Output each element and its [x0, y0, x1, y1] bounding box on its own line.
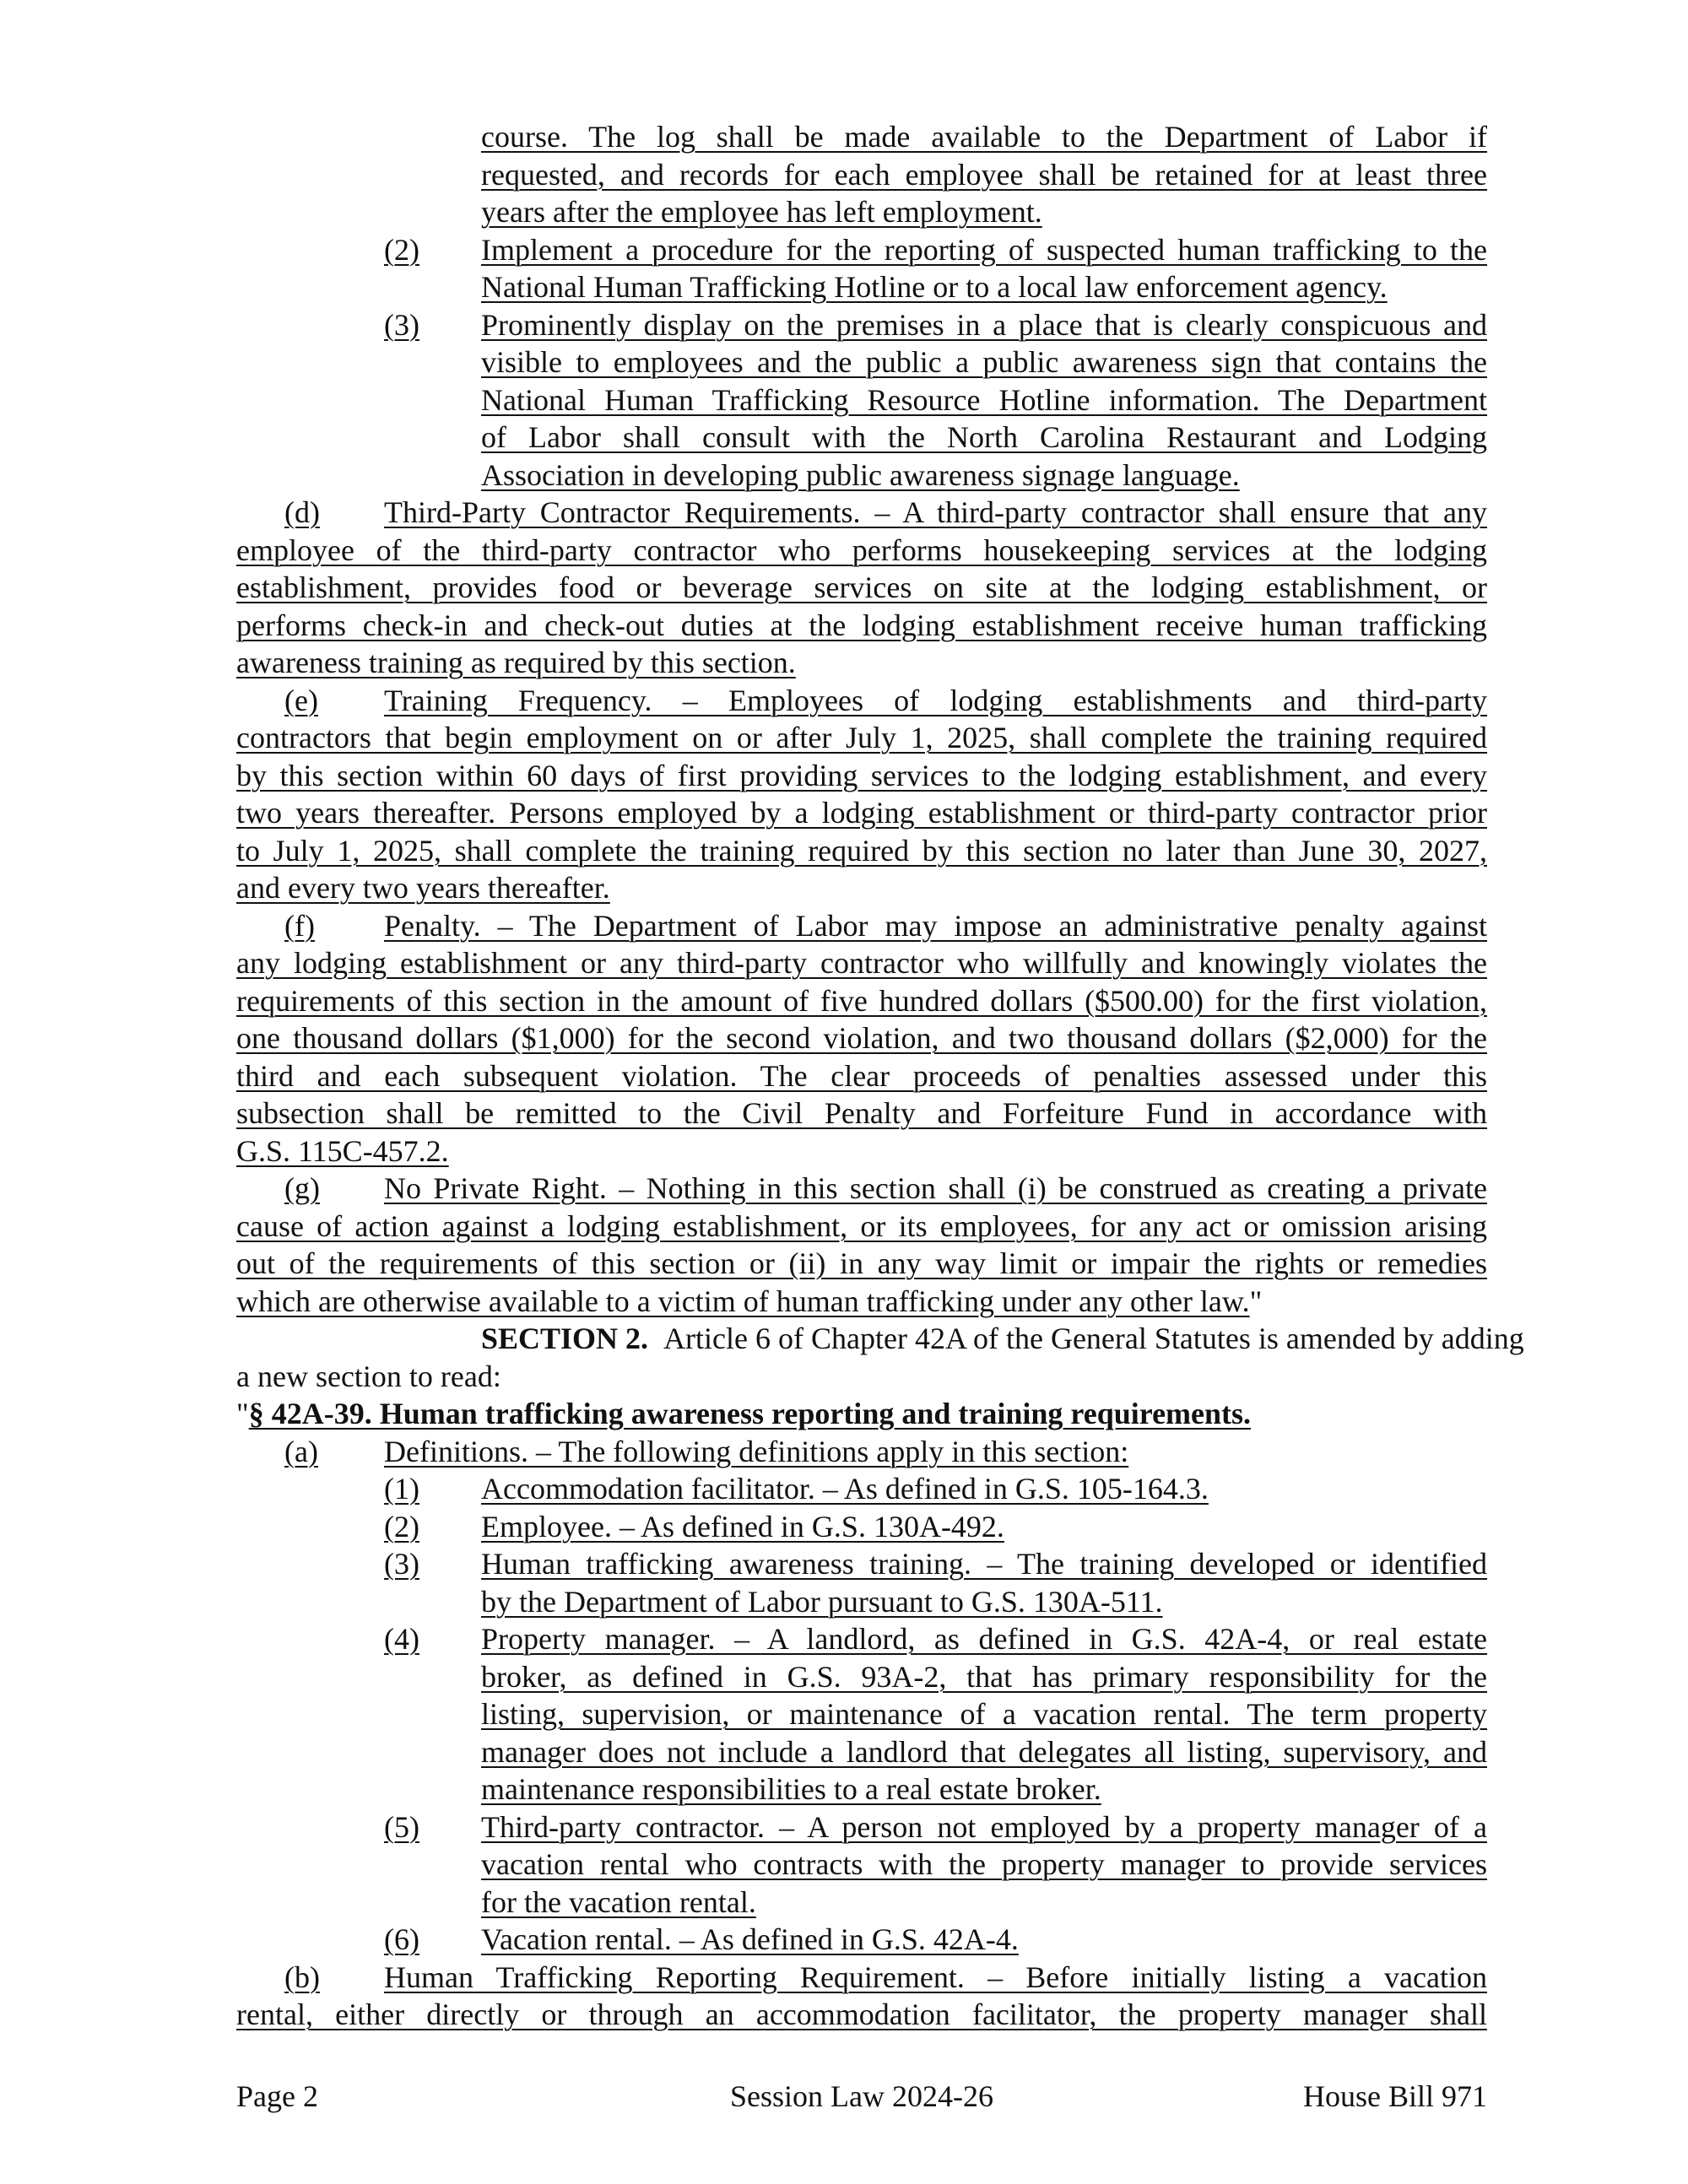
definition-item-2 [236, 1508, 1487, 1546]
text-line: Vacation rental. – As defined in G.S. 42A-4. [481, 1922, 1019, 1956]
item-number: (3) [384, 1547, 419, 1581]
text-line: Implement a procedure for the reporting of suspected human trafficking to the [481, 232, 1487, 267]
page-footer [236, 2078, 1487, 2118]
footer-bill-number: House Bill 971 [1302, 2079, 1487, 2113]
item-number: (6) [384, 1922, 419, 1956]
item-number: (4) [384, 1622, 419, 1656]
text-line [236, 1320, 1524, 1358]
subsection-number: (a) [284, 1434, 318, 1468]
footer-session-law: Session Law 2024-26 [730, 2079, 993, 2113]
text-line: a new section to read: [236, 1359, 501, 1393]
text-line: one thousand dollars ($1,000) for the second violation, and two thousand dollars ($2,000) for the [236, 1021, 1487, 1055]
text-line: Third-Party Contractor Requirements. – A third-party contractor shall ensure that any [384, 495, 1487, 529]
text-line: Training Frequency. – Employees of lodging establishments and third-party [384, 683, 1487, 717]
text-line: Human Trafficking Reporting Requirement. – Before initially listing a vacation [384, 1960, 1487, 1994]
closing-quote: " [1249, 1284, 1263, 1318]
subsection-d [236, 494, 1487, 682]
heading-text: § 42A-39. Human trafficking awareness reporting and training requirements. [248, 1397, 1252, 1430]
text-line: G.S. 115C-457.2. [236, 1133, 449, 1168]
text-line: manager does not include a landlord that delegates all listing, supervisory, and [481, 1734, 1487, 1769]
subsection-b [236, 1959, 1487, 2034]
text-line: visible to employees and the public a public awareness sign that contains the [481, 345, 1487, 379]
text-line: Definitions. – The following definitions apply in this section: [384, 1434, 1129, 1468]
subsection-number: (e) [284, 683, 318, 717]
definition-item-4 [236, 1620, 1487, 1808]
item-c1-continuation [236, 118, 1487, 231]
text-line: vacation rental who contracts with the property manager to provide services [481, 1847, 1487, 1881]
item-number: (3) [384, 307, 419, 342]
item-number: (2) [384, 1509, 419, 1543]
subsection-a [236, 1433, 1487, 1471]
text-line: cause of action against a lodging establishment, or its employees, for any act or omission arising [236, 1208, 1487, 1243]
text-line: Property manager. – A landlord, as defined in G.S. 42A-4, or real estate [481, 1622, 1487, 1656]
text-line: employee of the third-party contractor who performs housekeeping services at the lodging [236, 532, 1487, 567]
text-line: Association in developing public awareness signage language. [481, 457, 1240, 492]
text-span: which are otherwise available to a victim of human trafficking under any other law. [236, 1284, 1250, 1318]
text-line: of Labor shall consult with the North Carolina Restaurant and Lodging [481, 420, 1487, 454]
text-line: by the Department of Labor pursuant to G.S. 130A-511. [481, 1584, 1163, 1619]
text-line: performs check-in and check-out duties at the lodging establishment receive human trafficking [236, 608, 1487, 642]
text-line [236, 1283, 1487, 1321]
new-section-heading [236, 1395, 1487, 1433]
item-number: (5) [384, 1809, 419, 1844]
text-line: by this section within 60 days of first providing services to the lodging establishment, and every [236, 758, 1487, 792]
footer-page-number: Page 2 [236, 2079, 318, 2113]
item-c2 [236, 231, 1487, 306]
text-line: Accommodation facilitator. – As defined in G.S. 105-164.3. [481, 1472, 1209, 1506]
text-line: Prominently display on the premises in a place that is clearly conspicuous and [481, 307, 1487, 342]
text-line: Employee. – As defined in G.S. 130A-492. [481, 1509, 1004, 1543]
text-line: for the vacation rental. [481, 1884, 756, 1919]
section-text: Article 6 of Chapter 42A of the General Statutes is amended by adding [663, 1322, 1524, 1355]
item-c3 [236, 306, 1487, 495]
section-2 [236, 1320, 1524, 1395]
text-line: No Private Right. – Nothing in this section shall (i) be construed as creating a private [384, 1171, 1487, 1205]
text-line: and every two years thereafter. [236, 871, 610, 905]
text-line: Penalty. – The Department of Labor may impose an administrative penalty against [384, 908, 1487, 943]
text-line: establishment, provides food or beverage services on site at the lodging establishment, or [236, 570, 1487, 604]
subsection-number: (d) [284, 495, 320, 529]
text-line: maintenance responsibilities to a real estate broker. [481, 1772, 1101, 1806]
text-line: requested, and records for each employee shall be retained for at least three [481, 157, 1487, 192]
text-line: any lodging establishment or any third-party contractor who willfully and knowingly violates the [236, 946, 1487, 980]
text-line: contractors that begin employment on or after July 1, 2025, shall complete the training required [236, 721, 1487, 754]
text-line: to July 1, 2025, shall complete the training required by this section no later than June 30, 2027, [236, 833, 1487, 868]
document-body [236, 118, 1524, 2034]
subsection-g [236, 1170, 1487, 1320]
text-line: Human trafficking awareness training. – The training developed or identified [481, 1547, 1487, 1581]
definition-item-5 [236, 1808, 1487, 1922]
text-line: National Human Trafficking Hotline or to a local law enforcement agency. [481, 270, 1388, 304]
text-line: listing, supervision, or maintenance of a vacation rental. The term property [481, 1697, 1487, 1731]
subsection-number: (f) [284, 908, 315, 943]
opening-quote: " [236, 1397, 249, 1430]
text-line: awareness training as required by this section. [236, 646, 796, 679]
item-number: (1) [384, 1472, 419, 1506]
text-line: rental, either directly or through an accommodation facilitator, the property manager shall [236, 1997, 1487, 2031]
text-line: subsection shall be remitted to the Civil Penalty and Forfeiture Fund in accordance with [236, 1096, 1487, 1130]
subsection-number: (g) [284, 1171, 320, 1205]
item-number: (2) [384, 232, 419, 267]
text-line: course. The log shall be made available to the Department of Labor if [481, 120, 1487, 154]
subsection-e [236, 682, 1487, 907]
subsection-f [236, 907, 1487, 1170]
text-line: National Human Trafficking Resource Hotline information. The Department [481, 382, 1487, 417]
subsection-number: (b) [284, 1960, 320, 1994]
text-line: requirements of this section in the amount of five hundred dollars ($500.00) for the first violation, [236, 983, 1487, 1018]
definition-item-3 [236, 1545, 1487, 1620]
definition-item-6 [236, 1921, 1487, 1959]
section-label: SECTION 2. [481, 1322, 649, 1355]
text-line: years after the employee has left employment. [481, 195, 1042, 229]
text-line: third and each subsequent violation. The clear proceeds of penalties assessed under this [236, 1058, 1487, 1093]
text-line: two years thereafter. Persons employed by a lodging establishment or third-party contractor prior [236, 796, 1487, 830]
text-line: Third-party contractor. – A person not employed by a property manager of a [481, 1809, 1487, 1844]
text-line: broker, as defined in G.S. 93A-2, that has primary responsibility for the [481, 1659, 1487, 1694]
text-line: out of the requirements of this section or (ii) in any way limit or impair the rights or remedies [236, 1246, 1487, 1280]
definition-item-1 [236, 1470, 1487, 1508]
